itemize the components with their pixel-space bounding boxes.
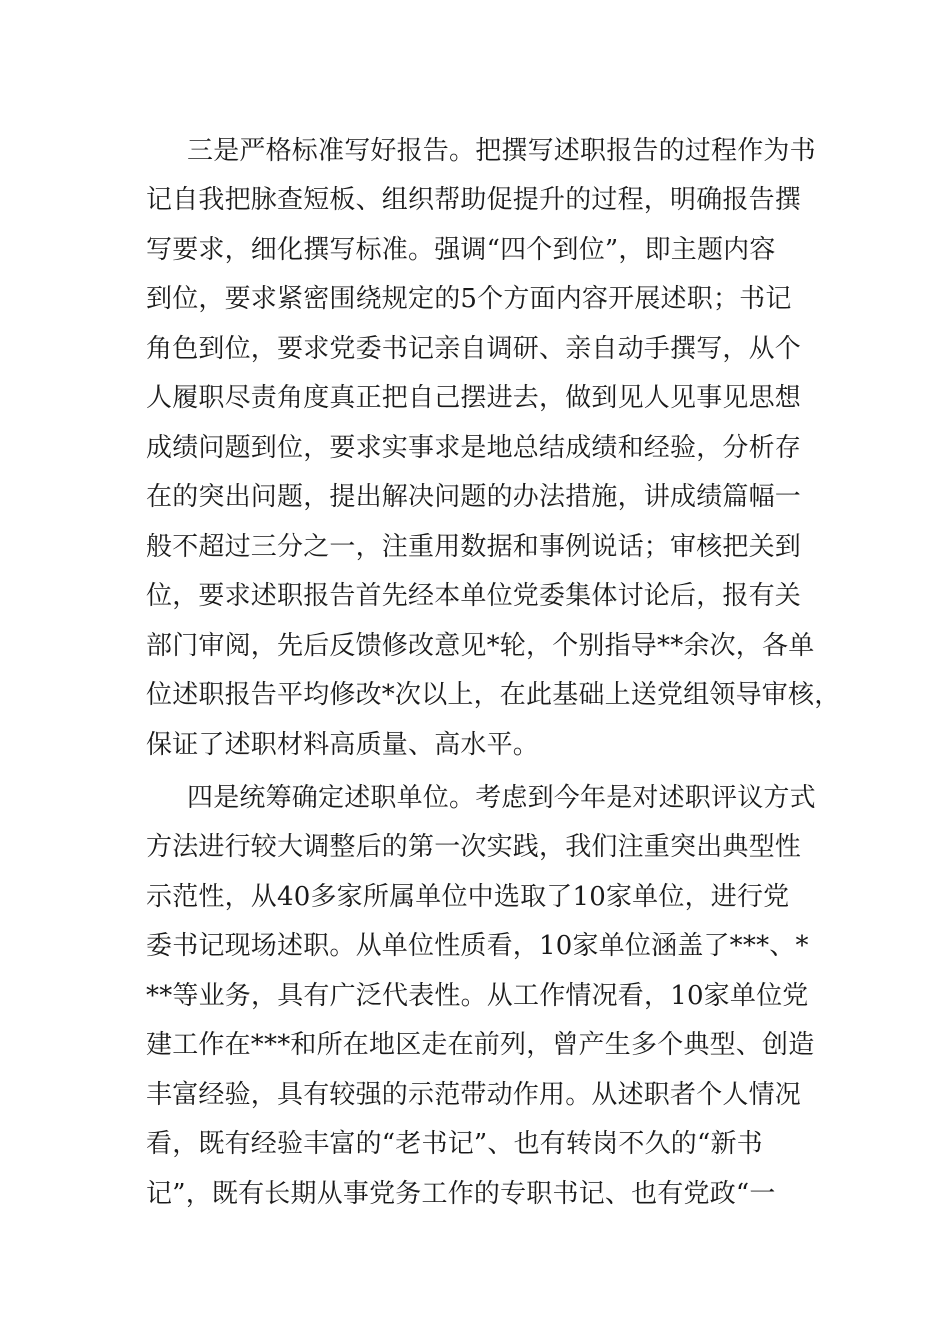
paragraph-4-line-1: 四是统筹确定述职单位。考虑到今年是对述职评议方式 bbox=[187, 783, 816, 813]
paragraph-3-line-5: 角色到位，要求党委书记亲自调研、亲自动手撰写，从个 bbox=[146, 334, 802, 364]
paragraph-4-line-8: 看，既有经验丰富的“老书记”、也有转岗不久的“新书 bbox=[146, 1129, 763, 1159]
paragraph-3-line-7: 成绩问题到位，要求实事求是地总结成绩和经验，分析存 bbox=[146, 433, 802, 463]
paragraph-3-line-10: 位，要求述职报告首先经本单位党委集体讨论后，报有关 bbox=[146, 581, 802, 611]
paragraph-3-line-2: 记自我把脉查短板、组织帮助促提升的过程，明确报告撰 bbox=[146, 185, 802, 215]
paragraph-4-line-5: **等业务，具有广泛代表性。从工作情况看，10家单位党 bbox=[146, 981, 809, 1011]
paragraph-4-line-3: 示范性，从40多家所属单位中选取了10家单位，进行党 bbox=[146, 882, 790, 912]
paragraph-3-line-4: 到位，要求紧密围绕规定的5个方面内容开展述职；书记 bbox=[146, 284, 792, 314]
paragraph-3-line-12: 位述职报告平均修改*次以上，在此基础上送党组领导审核， bbox=[146, 680, 841, 710]
paragraph-4-line-4: 委书记现场述职。从单位性质看，10家单位涵盖了***、* bbox=[146, 931, 809, 961]
paragraph-3-line-8: 在的突出问题，提出解决问题的办法措施，讲成绩篇幅一 bbox=[146, 482, 802, 512]
paragraph-4-line-7: 丰富经验，具有较强的示范带动作用。从述职者个人情况 bbox=[146, 1080, 802, 1110]
paragraph-3-line-11: 部门审阅，先后反馈修改意见*轮，个别指导**余次，各单 bbox=[146, 631, 815, 661]
paragraph-3-line-6: 人履职尽责角度真正把自己摆进去，做到见人见事见思想 bbox=[146, 383, 802, 413]
paragraph-3-line-13: 保证了述职材料高质量、高水平。 bbox=[146, 730, 540, 760]
paragraph-4-line-6: 建工作在***和所在地区走在前列，曾产生多个典型、创造 bbox=[146, 1030, 815, 1060]
paragraph-4-line-2: 方法进行较大调整后的第一次实践，我们注重突出典型性 bbox=[146, 832, 802, 862]
paragraph-3-line-9: 般不超过三分之一，注重用数据和事例说话；审核把关到 bbox=[146, 532, 802, 562]
paragraph-3-line-3: 写要求，细化撰写标准。强调“四个到位”，即主题内容 bbox=[146, 235, 776, 265]
paragraph-3-line-1: 三是严格标准写好报告。把撰写述职报告的过程作为书 bbox=[187, 136, 816, 166]
paragraph-4-line-9: 记”，既有长期从事党务工作的专职书记、也有党政“一 bbox=[146, 1179, 776, 1209]
